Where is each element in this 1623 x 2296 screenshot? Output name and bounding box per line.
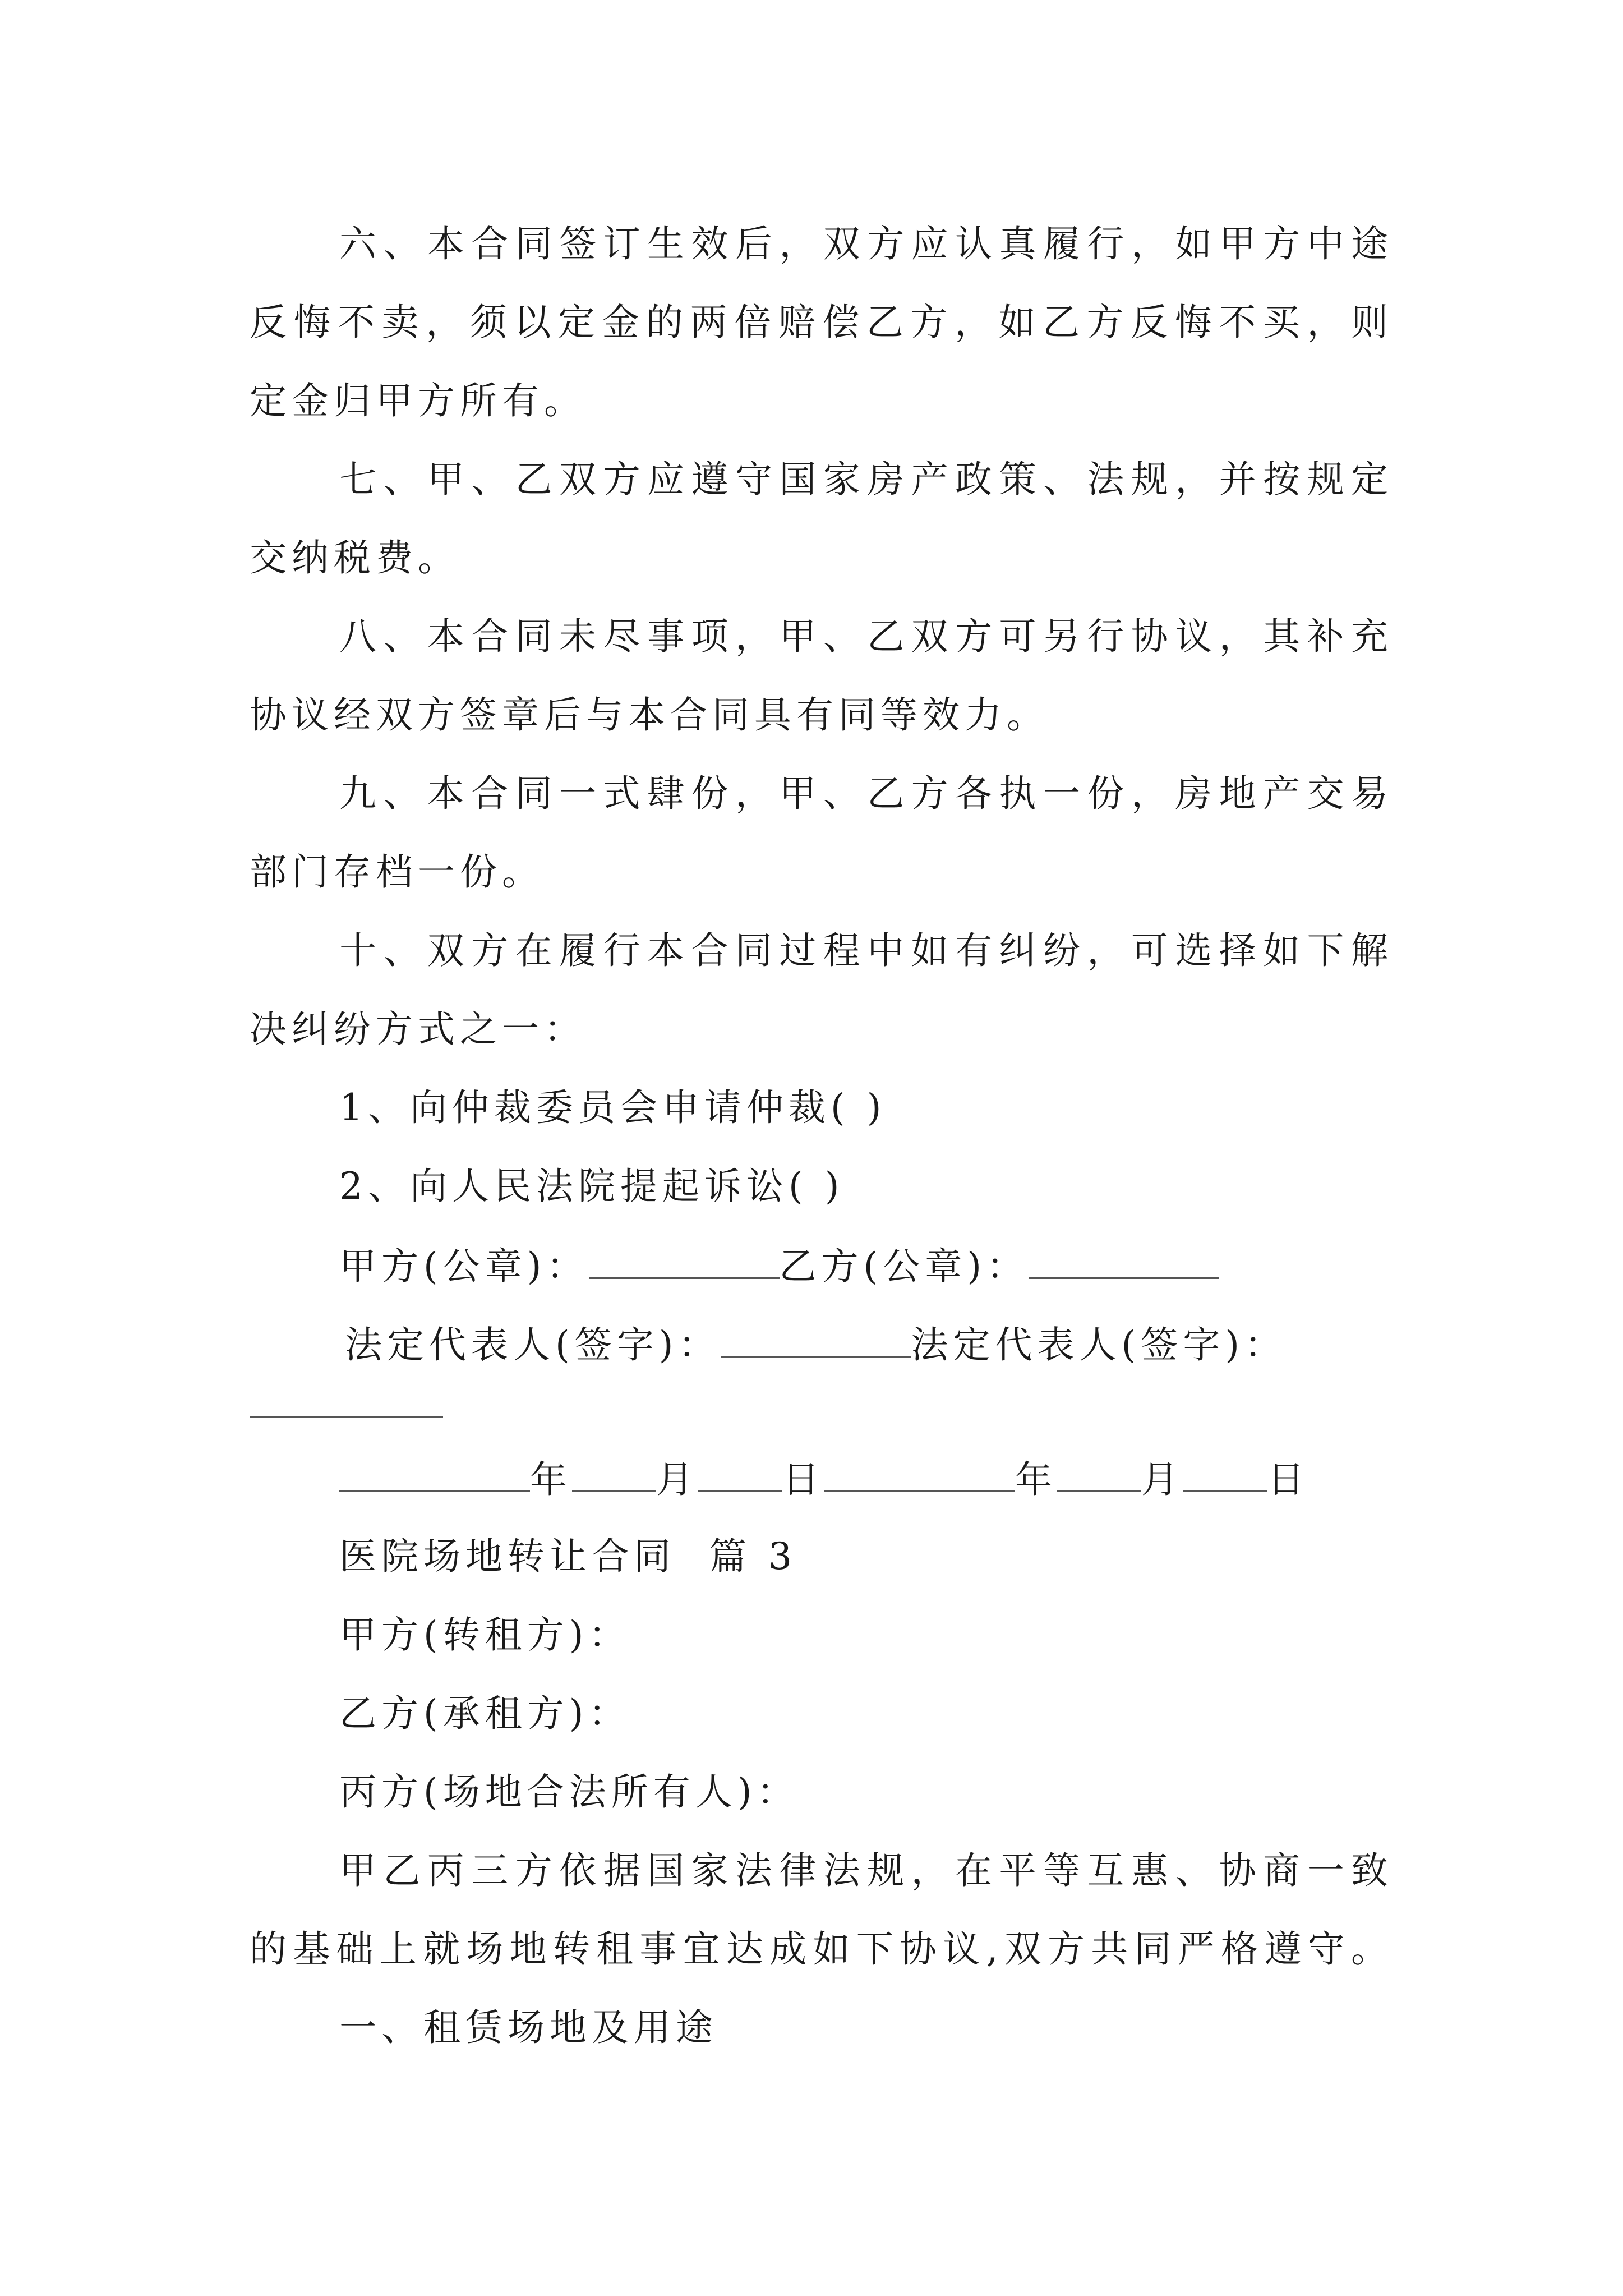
paragraph-line: 六、本合同签订生效后，双方应认真履行，如甲方中途 [339,222,1388,265]
representative-row [345,1321,1287,1368]
party-a-line: 甲方(转租方)： [339,1613,631,1657]
party-b-seal-label: 乙方(公章)： [779,1245,1029,1288]
seal-row [339,1243,1219,1289]
year-b-label: 年 [1015,1458,1057,1501]
party-a-seal-blank [589,1243,780,1279]
intro-line: 的基础上就场地转租事宜达成如下协议,双方共同严格遵守。 [250,1927,1388,1971]
month-b-label: 月 [1141,1458,1183,1501]
party-b-seal-blank [1029,1243,1219,1279]
intro-line: 甲乙丙三方依据国家法律法规，在平等互惠、协商一致 [339,1849,1388,1892]
paragraph-line: 十、双方在履行本合同过程中如有纠纷，可选择如下解 [339,929,1388,972]
rep-b-label: 法定代表人(签字)： [911,1323,1287,1366]
year-b-blank [824,1456,1015,1492]
paragraph-line: 定金归甲方所有。 [250,379,586,422]
paragraph-line: 九、本合同一式肆份，甲、乙方各执一份，房地产交易 [339,772,1388,815]
year-a-label: 年 [530,1458,572,1501]
paragraph-line: 反悔不卖，须以定金的两倍赔偿乙方，如乙方反悔不买，则 [250,301,1388,344]
month-b-blank [1057,1456,1141,1492]
paragraph-line: 部门存档一份。 [250,850,544,894]
paragraph-line: 协议经双方签章后与本合同具有同等效力。 [250,693,1049,737]
paragraph-line: 决纠纷方式之一： [250,1007,586,1051]
year-a-blank [339,1456,530,1492]
paragraph-line: 七、甲、乙双方应遵守国家房产政策、法规，并按规定 [339,458,1388,501]
option-arbitration: 1、向仲裁委员会申请仲裁( ) [339,1086,887,1129]
paragraph-line: 八、本合同未尽事项，甲、乙双方可另行协议，其补充 [339,615,1388,658]
party-b-line: 乙方(承租方)： [339,1692,631,1735]
rep-a-blank [721,1321,911,1358]
clause-heading: 一、租赁场地及用途 [339,2006,718,2049]
month-a-blank [572,1456,656,1492]
day-b-label: 日 [1267,1458,1310,1501]
date-row [339,1456,1310,1502]
rep-b-blank [250,1416,443,1418]
paragraph-line: 交纳税费。 [250,536,460,579]
day-b-blank [1183,1456,1267,1492]
section-heading: 医院场地转让合同 篇 3 [339,1535,797,1578]
day-a-label: 日 [782,1458,824,1501]
month-a-label: 月 [656,1458,698,1501]
option-litigation: 2、向人民法院提起诉讼( ) [339,1165,845,1208]
day-a-blank [698,1456,782,1492]
rep-a-label: 法定代表人(签字)： [345,1323,721,1366]
party-c-line: 丙方(场地合法所有人)： [339,1770,799,1814]
party-a-seal-label: 甲方(公章)： [339,1245,589,1288]
